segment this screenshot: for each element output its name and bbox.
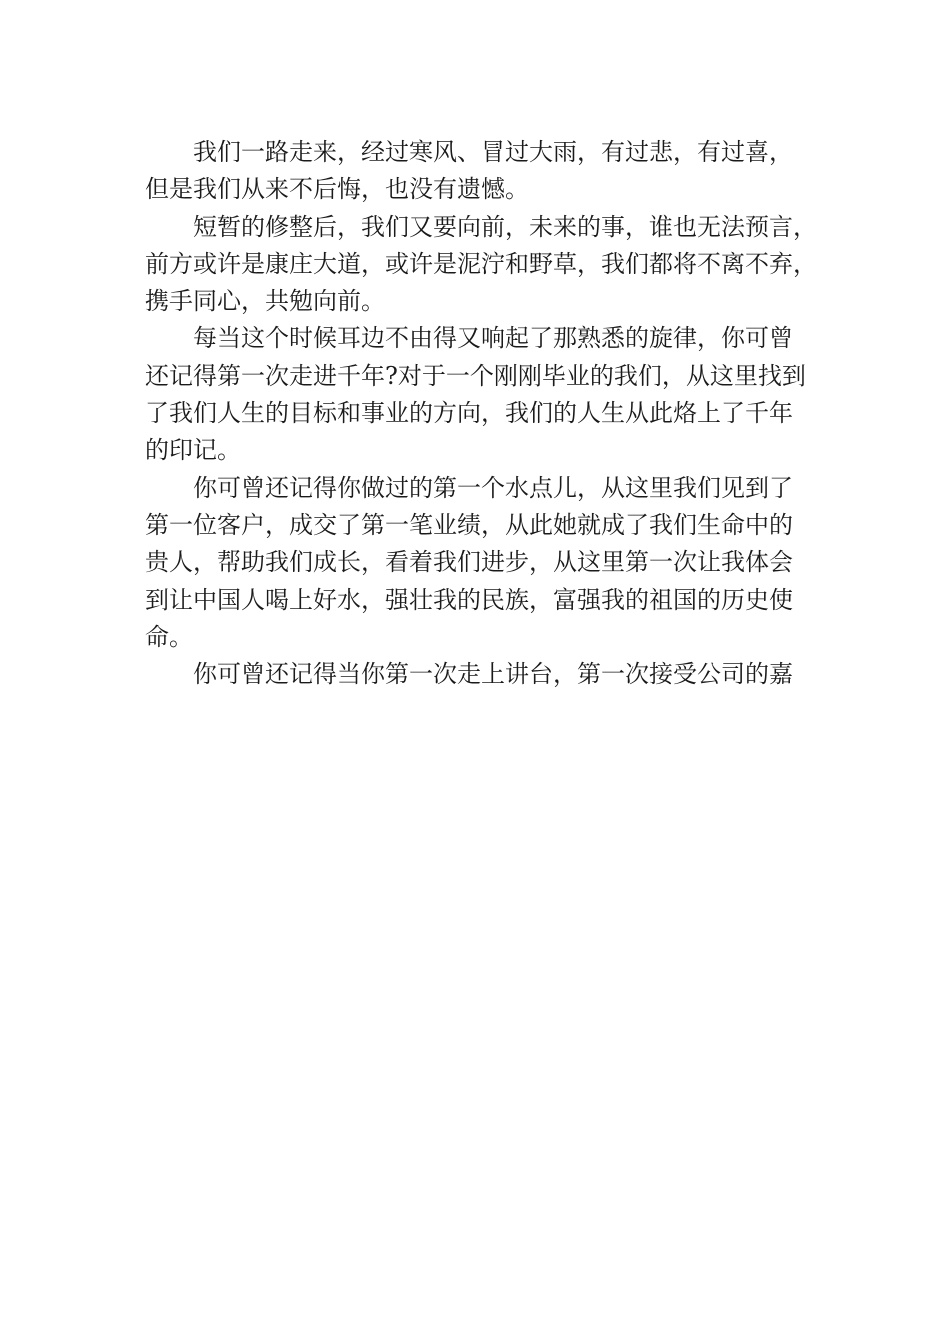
paragraph-1	[145, 134, 809, 209]
text-line: 前方或许是康庄大道，或许是泥泞和野草，我们都将不离不弃，	[145, 249, 817, 278]
text-line: 还记得第一次走进千年?对于一个刚刚毕业的我们，从这里找到	[145, 361, 806, 390]
text-line: 但是我们从来不后悔，也没有遗憾。	[145, 175, 529, 204]
paragraph-3	[145, 320, 809, 469]
text-line: 贵人，帮助我们成长，看着我们进步，从这里第一次让我体会	[145, 548, 793, 577]
text-line: 了我们人生的目标和事业的方向，我们的人生从此烙上了千年	[145, 399, 793, 428]
paragraph-4	[145, 470, 809, 656]
paragraph-2	[145, 209, 817, 321]
text-line: 的印记。	[145, 436, 241, 465]
text-line: 第一位客户，成交了第一笔业绩，从此她就成了我们生命中的	[145, 510, 793, 539]
paragraph-5	[145, 656, 809, 693]
text-line: 命。	[145, 622, 193, 651]
text-line: 你可曾还记得当你第一次走上讲台，第一次接受公司的嘉	[193, 660, 793, 689]
text-line: 到让中国人喝上好水，强壮我的民族，富强我的祖国的历史使	[145, 585, 793, 614]
text-line: 短暂的修整后，我们又要向前，未来的事，谁也无法预言，	[193, 212, 817, 241]
text-line: 每当这个时候耳边不由得又响起了那熟悉的旋律，你可曾	[193, 324, 793, 353]
text-line: 携手同心，共勉向前。	[145, 287, 385, 316]
body-text	[145, 134, 817, 693]
text-line: 我们一路走来，经过寒风、冒过大雨，有过悲，有过喜，	[193, 138, 793, 166]
text-line: 你可曾还记得你做过的第一个水点儿，从这里我们见到了	[193, 473, 793, 502]
